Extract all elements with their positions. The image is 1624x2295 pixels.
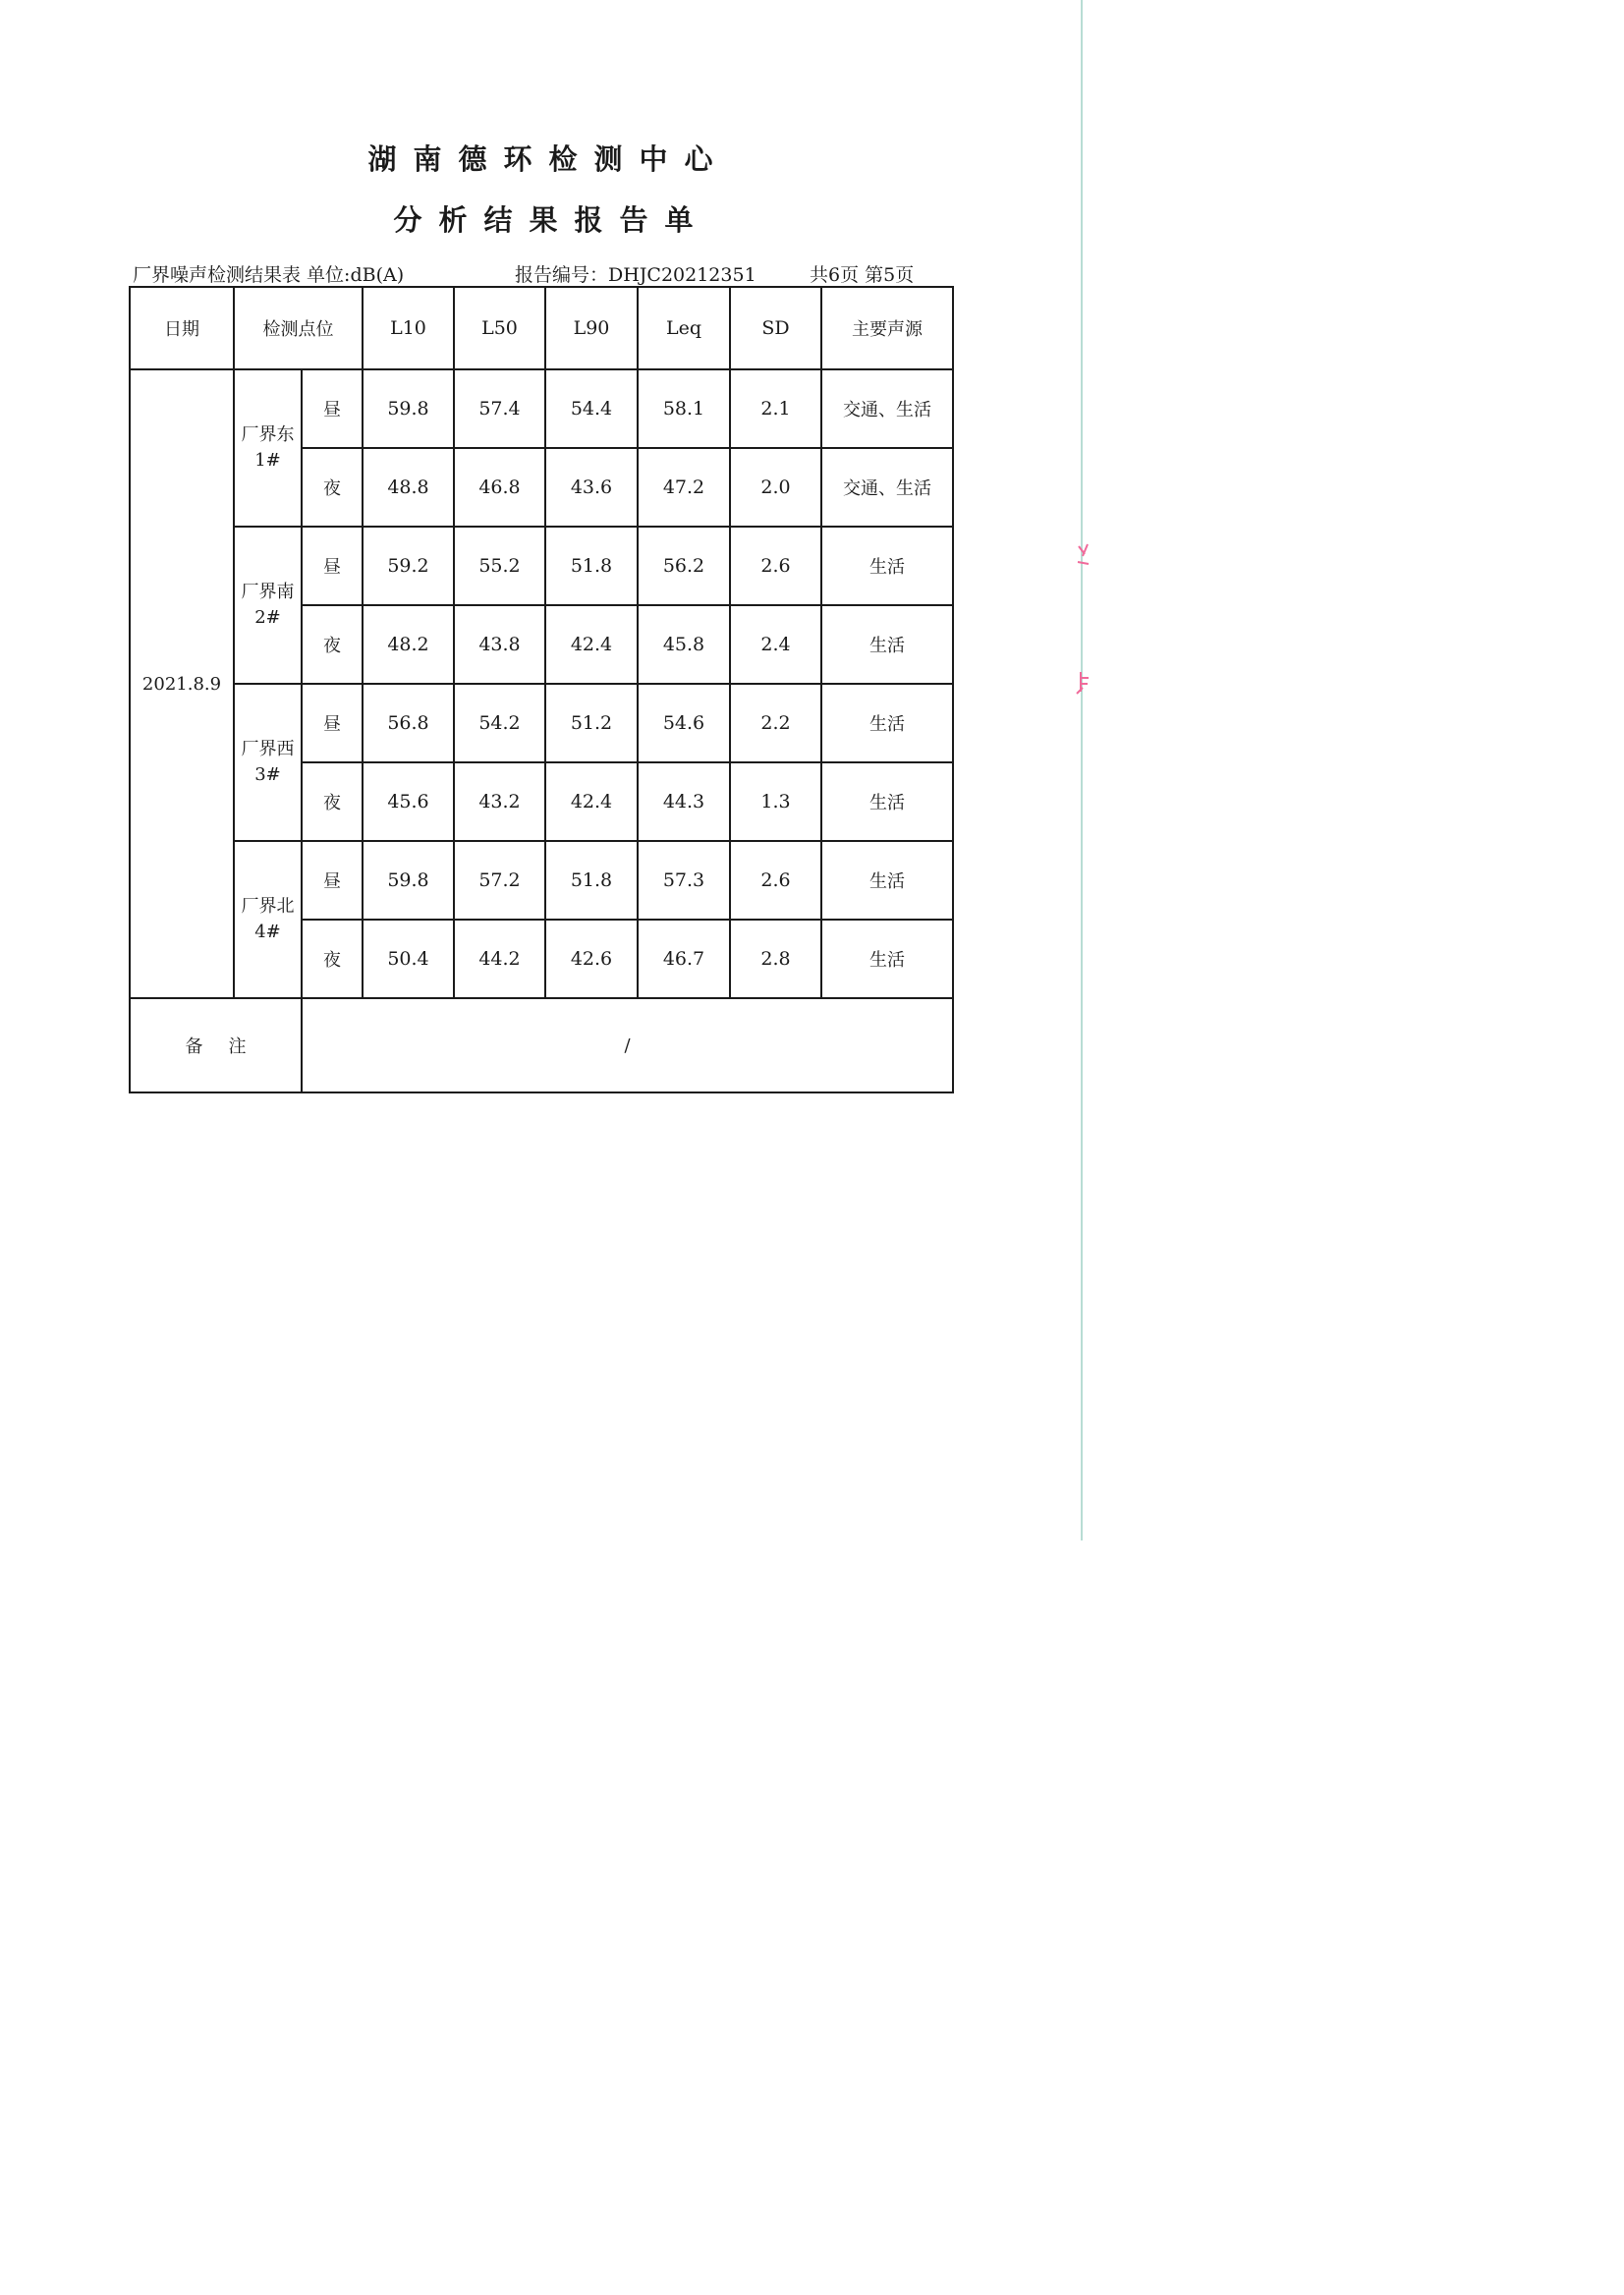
leq-cell: 47.2 (638, 448, 730, 527)
sd-cell: 2.6 (730, 527, 821, 605)
sd-cell: 1.3 (730, 762, 821, 841)
organization-title: 湖南德环检测中心 (367, 142, 730, 176)
source-cell: 生活 (821, 762, 953, 841)
leq-cell: 57.3 (638, 841, 730, 920)
table-header-row (130, 287, 953, 369)
l10-cell: 59.8 (363, 841, 454, 920)
period-cell: 夜 (302, 762, 363, 841)
l50-cell: 44.2 (454, 920, 545, 998)
period-cell: 夜 (302, 448, 363, 527)
point-cell (234, 684, 302, 841)
l90-cell: 42.4 (545, 762, 638, 841)
header-point: 检测点位 (234, 287, 363, 369)
point-name: 厂界西 (241, 739, 295, 759)
point-cell (234, 527, 302, 684)
source-cell: 交通、生活 (821, 369, 953, 448)
l90-cell: 51.2 (545, 684, 638, 762)
point-cell (234, 369, 302, 527)
point-name: 厂界南 (241, 582, 295, 602)
stamp-fragment-top (1075, 542, 1092, 572)
header-leq: Leq (638, 287, 730, 369)
point-code: 2# (254, 607, 281, 628)
l90-cell: 43.6 (545, 448, 638, 527)
page-info: 共6页 第5页 (810, 264, 915, 286)
leq-cell: 45.8 (638, 605, 730, 684)
leq-cell: 54.6 (638, 684, 730, 762)
source-cell: 生活 (821, 684, 953, 762)
header-date: 日期 (130, 287, 234, 369)
document-title: 分析结果报告单 (393, 203, 710, 237)
period-cell: 昼 (302, 527, 363, 605)
l50-cell: 54.2 (454, 684, 545, 762)
report-number: 报告编号：DHJC20212351 (515, 264, 756, 286)
l90-cell: 51.8 (545, 527, 638, 605)
source-cell: 生活 (821, 527, 953, 605)
period-cell: 昼 (302, 684, 363, 762)
header-source: 主要声源 (821, 287, 953, 369)
sd-cell: 2.2 (730, 684, 821, 762)
l50-cell: 46.8 (454, 448, 545, 527)
remarks-label: 备注 (130, 998, 302, 1092)
point-name: 厂界东 (241, 424, 295, 445)
header-l90: L90 (545, 287, 638, 369)
period-cell: 夜 (302, 920, 363, 998)
l10-cell: 48.8 (363, 448, 454, 527)
table-row (130, 841, 953, 920)
period-cell: 昼 (302, 369, 363, 448)
l50-cell: 57.4 (454, 369, 545, 448)
l10-cell: 50.4 (363, 920, 454, 998)
l10-cell: 59.2 (363, 527, 454, 605)
leq-cell: 58.1 (638, 369, 730, 448)
leq-cell: 56.2 (638, 527, 730, 605)
sd-cell: 2.4 (730, 605, 821, 684)
sd-cell: 2.1 (730, 369, 821, 448)
period-cell: 夜 (302, 605, 363, 684)
source-cell: 生活 (821, 841, 953, 920)
header-l50: L50 (454, 287, 545, 369)
stamp-fragment-bottom (1075, 668, 1092, 698)
header-sd: SD (730, 287, 821, 369)
l50-cell: 43.8 (454, 605, 545, 684)
l50-cell: 57.2 (454, 841, 545, 920)
l90-cell: 42.4 (545, 605, 638, 684)
l10-cell: 48.2 (363, 605, 454, 684)
point-code: 4# (254, 922, 281, 942)
table-caption: 厂界噪声检测结果表 单位:dB(A) (133, 264, 405, 286)
l50-cell: 55.2 (454, 527, 545, 605)
source-cell: 生活 (821, 605, 953, 684)
point-code: 3# (254, 764, 281, 785)
point-code: 1# (254, 450, 281, 471)
l90-cell: 42.6 (545, 920, 638, 998)
sd-cell: 2.8 (730, 920, 821, 998)
l10-cell: 56.8 (363, 684, 454, 762)
leq-cell: 46.7 (638, 920, 730, 998)
header-l10: L10 (363, 287, 454, 369)
sd-cell: 2.0 (730, 448, 821, 527)
period-cell: 昼 (302, 841, 363, 920)
sd-cell: 2.6 (730, 841, 821, 920)
l90-cell: 54.4 (545, 369, 638, 448)
point-cell (234, 841, 302, 998)
l90-cell: 51.8 (545, 841, 638, 920)
table-row (130, 369, 953, 448)
leq-cell: 44.3 (638, 762, 730, 841)
remarks-row (130, 998, 953, 1092)
point-name: 厂界北 (241, 896, 295, 917)
l50-cell: 43.2 (454, 762, 545, 841)
source-cell: 生活 (821, 920, 953, 998)
remarks-value: / (302, 998, 953, 1092)
date-cell: 2021.8.9 (130, 369, 234, 998)
table-row (130, 684, 953, 762)
noise-results-table (129, 286, 954, 1093)
source-cell: 交通、生活 (821, 448, 953, 527)
l10-cell: 45.6 (363, 762, 454, 841)
l10-cell: 59.8 (363, 369, 454, 448)
table-row (130, 527, 953, 605)
